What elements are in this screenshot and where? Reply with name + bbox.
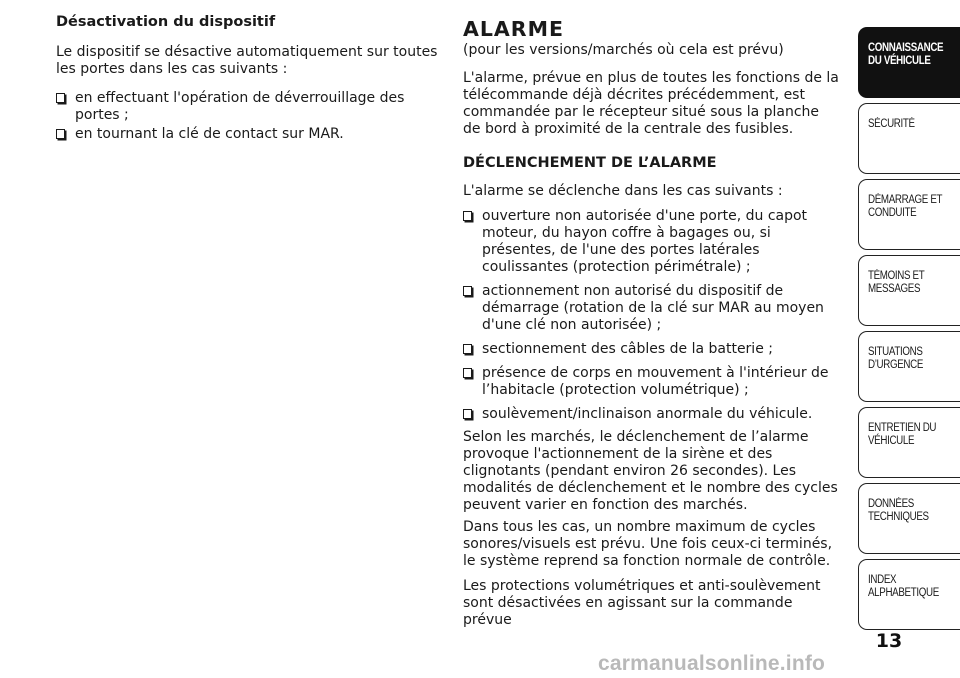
bullet-icon: [56, 129, 65, 139]
watermark: carmanualsonline.info: [598, 652, 826, 675]
bullet-icon: [463, 368, 472, 378]
deactivation-intro: Le dispositif se désactive automatiquement sur toutes les portes dans les cas suivants :: [56, 44, 438, 77]
section-heading-triggering: DÉCLENCHEMENT DE L’ALARME: [463, 155, 717, 171]
tab-securite[interactable]: SÉCURITÉ: [858, 103, 960, 174]
tab-connaissance-du-vehicule[interactable]: CONNAISSANCE DU VÉHICULE: [858, 27, 960, 98]
alarm-paragraph-protections: Les protections volumétriques et anti-soulèvement sont désactivées en agissant sur la commande prévue: [463, 578, 821, 628]
tab-entretien-du-vehicule[interactable]: ENTRETIEN DU VÉHICULE: [858, 407, 960, 478]
alarm-paragraph-markets: Selon les marchés, le déclenchement de l’alarme provoque l'actionnement de la sirène et des clignotants (pendant environ 26 secondes). Les modalités de déclenchement et le nombre des cycles peuvent varier en fonction des marchés.: [463, 429, 838, 513]
tab-donnees-techniques[interactable]: DONNÉES TECHNIQUES: [858, 483, 960, 554]
tab-situations-d-urgence[interactable]: SITUATIONS D’URGENCE: [858, 331, 960, 402]
title-subtitle: (pour les versions/marchés où cela est prévu): [463, 42, 784, 58]
alarm-description: L'alarme, prévue en plus de toutes les fonctions de la télécommande déjà décrites précédemment, est commandée par le récepteur situé sous la planche de bord à proximité de la centrale des fusibles.: [463, 70, 839, 137]
bullet-icon: [463, 409, 472, 419]
section-heading-deactivation: Désactivation du dispositif: [56, 14, 276, 30]
tab-demarrage-et-conduite[interactable]: DÉMARRAGE ET CONDUITE: [858, 179, 960, 250]
bullet-icon: [463, 344, 472, 354]
bullet-icon: [56, 93, 65, 103]
tab-temoins-et-messages[interactable]: TÉMOINS ET MESSAGES: [858, 255, 960, 326]
triggering-intro: L'alarme se déclenche dans les cas suivants :: [463, 183, 783, 199]
tab-index-alphabetique[interactable]: INDEX ALPHABETIQUE: [858, 559, 960, 630]
alarm-paragraph-cycles: Dans tous les cas, un nombre maximum de cycles sonores/visuels est prévu. Une fois ceux-ci terminés, le système reprend sa fonction normale de contrôle.: [463, 519, 833, 569]
page-title: ALARME: [463, 17, 564, 41]
bullet-icon: [463, 211, 472, 221]
bullet-icon: [463, 286, 472, 296]
page-number: 13: [875, 630, 903, 652]
